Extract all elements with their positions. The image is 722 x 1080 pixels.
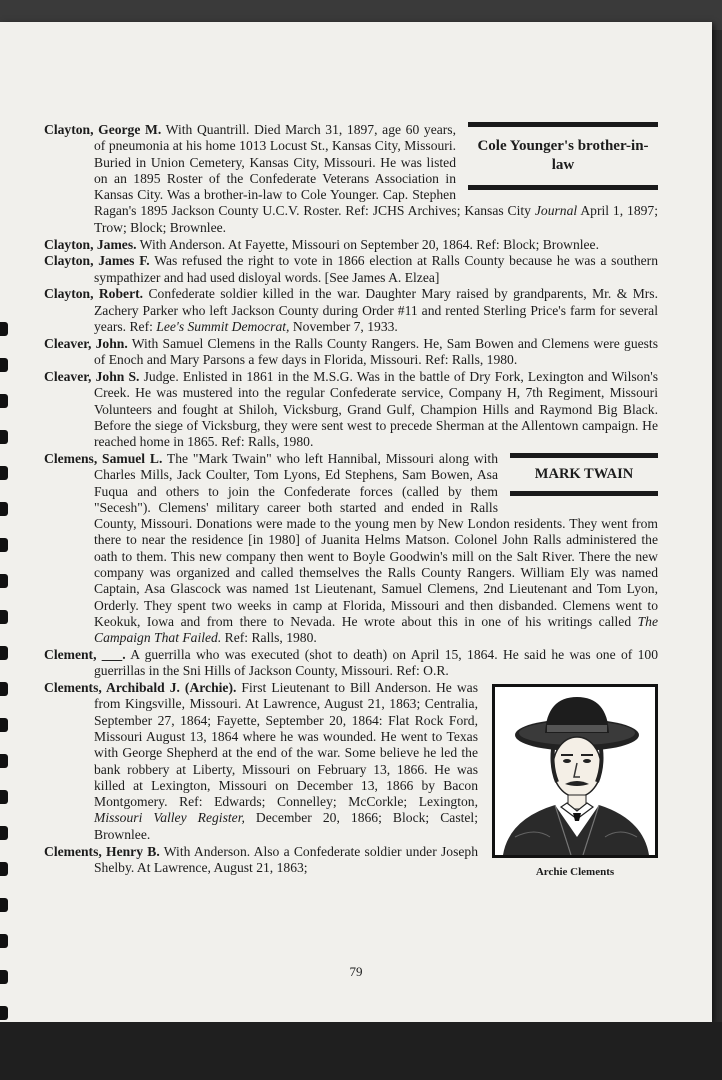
backdrop-bottom [0, 1022, 722, 1080]
entry-name: Clement, ___. [44, 647, 126, 662]
entry-name: Clayton, George M. [44, 122, 162, 137]
portrait-frame [492, 684, 658, 858]
entry-name: Clements, Archibald J. (Archie). [44, 680, 237, 696]
entry-text: A guerrilla who was executed (shot to death) on April 15, 1864. He said he was one of 100 guerrillas in the Sni Hills of Jackson County, Missouri. Ref: O.R. [94, 647, 658, 679]
page-number: 79 [349, 964, 363, 979]
entry-text: The "Mark Twain" who left Hannibal, Missouri along with Charles Mills, Jack Coulter, Tom Lyons, Ed Stephens, Sam Bowen, Asa Fuqua and others to join the Confederate forces (called by them "Secesh"). Clemens' military career both started and ended in Ralls County, Missouri. Donations were made to the young men by New London residents. They went from there to near the residence [in 1980] of Juanita Helms Matson. Colonel John Ralls administered the oath to them. This new company then went to Boyle Goodwin's mill on the Salt River. There the new company was organized and called themselves the Ralls County Rangers. William Ely was named Captain, Asa Glascock was named 1st Lieutenant, Samuel Clemens, 2nd Lieutenant and Tom Lyon, Orderly. They spent two weeks in camp at Florida, Missouri and then disbanded. Clemens went to Keokuk, Iowa and from there to Nevada. He wrote about this in one of his writings called [94, 450, 658, 629]
sidebar-cole-younger: Cole Younger's brother-in-law [468, 122, 658, 190]
entry-clayton-george [44, 122, 658, 236]
entry-italic: The Campaign That Failed. [94, 613, 658, 646]
entry-text-2: Ref: Ralls, 1980. [221, 630, 317, 646]
entry-name: Clayton, James. [44, 236, 137, 252]
binding-ring [0, 322, 8, 336]
entry-clayton-robert [44, 286, 658, 335]
entry-text: With Anderson. At Fayette, Missouri on September 20, 1864. Ref: Block; Brownlee. [139, 236, 599, 252]
entry-name: Clements, Henry B. [44, 843, 160, 859]
binding-ring [0, 646, 8, 660]
entry-text: Judge. Enlisted in 1861 in the M.S.G. Was in the battle of Dry Fork, Lexington and Wilson's Creek. He was mustered into the regular Confederate service, Company H, 7th Regiment, Missouri Volunteers and fought at Shiloh, Vicksburg, Grand Gulf, Champion Hills and Raymond Big Black. Before the siege of Vicksburg, they were sent west to precede Sherman at the Allentown campaign. He reached home in 1865. Ref: Ralls, 1980. [94, 368, 658, 450]
portrait-caption: Archie Clements [535, 866, 615, 879]
binding-ring [0, 790, 8, 804]
entry-name: Clayton, Robert. [44, 286, 144, 302]
entry-text: With Quantrill. Died March 31, 1897, age 60 years, of pneumonia at his home 1013 Locust St., Kansas City, Missouri. Buried in Union Cemetery, Kansas City, Missouri. He was listed on an 1895 Roster of the Confederate Veterans Association in Kansas City. Was a brother-in-law to Cole Younger. Cap. Stephen Ragan's 1895 Jackson County U.C.V. Roster. Ref: JCHS Archives; Kansas City [94, 122, 535, 219]
book-page [0, 22, 712, 1022]
entry-italic: Journal [534, 203, 578, 219]
binding-ring [0, 754, 8, 768]
entry-italic: Lee's Summit Democrat, [156, 319, 290, 335]
portrait-figure [492, 684, 658, 880]
entry-text-2: December 20, 1866; Block; Castel; Brownlee. [94, 810, 478, 842]
entry-italic: Missouri Valley Register, [94, 810, 245, 826]
binding-ring [0, 934, 8, 948]
binding-ring [0, 466, 8, 480]
entry-text-2: November 7, 1933. [289, 319, 398, 335]
binding-ring [0, 574, 8, 588]
binding-ring [0, 826, 8, 840]
sidebar-mark-twain: MARK TWAIN [510, 453, 658, 496]
binding-ring [0, 430, 8, 444]
binding-ring [0, 394, 8, 408]
entry-text: First Lieutenant to Bill Anderson. He was from Kingsville, Missouri. At Lawrence, August 21, 1863; Centralia, September 27, 1864; Fayette, September 20, 1864: Flat Rock Ford, Missouri August 13, 1864 where he was wounded. He went to Texas with George Shepherd at the end of the war. Some believe he led the bank robbery at Liberty, Missouri on February 13, 1866. He was killed at Lexington, Missouri on December 13, 1866 by Bacon Montgomery. Ref: Edwards; Connelley; McCorkle; Lexington, [94, 680, 478, 810]
entry-cleaver-john [44, 336, 658, 369]
binding-ring [0, 502, 8, 516]
entry-name: Cleaver, John. [44, 335, 128, 351]
binding-ring [0, 358, 8, 372]
entry-name: Clemens, Samuel L. [44, 450, 163, 466]
entry-text: With Anderson. Also a Confederate soldier under Joseph Shelby. At Lawrence, August 21, 1863; [94, 843, 478, 875]
entry-clement [44, 647, 658, 680]
entry-clemens-samuel [44, 451, 658, 647]
entry-cleaver-john-s [44, 369, 658, 450]
entry-text-2: April 1, 1897; Trow; Block; Brownlee. [94, 203, 658, 235]
entry-text: With Samuel Clemens in the Ralls County Rangers. He, Sam Bowen and Clemens were guests of Enoch and Mary Parsons a few days in Florida, Missouri. Ref: Ralls, 1980. [94, 335, 658, 368]
binding-ring [0, 862, 8, 876]
binding-ring [0, 718, 8, 732]
entry-clayton-james [44, 237, 658, 253]
portrait-sketch-icon [495, 687, 655, 855]
binding-ring [0, 538, 8, 552]
entry-clayton-james-f [44, 253, 658, 286]
entry-name: Clayton, James F. [44, 253, 150, 269]
binding-ring [0, 1006, 8, 1020]
entry-text: Confederate soldier killed in the war. Daughter Mary raised by grandparents, Mr. & Mrs. Zachery Parker who left Jackson County during Order #11 and rented Sterling Price's farm for several years. Ref: [94, 286, 658, 335]
binding-ring [0, 610, 8, 624]
binding-ring [0, 682, 8, 696]
entry-list [44, 122, 658, 884]
entry-text: Was refused the right to vote in 1866 election at Ralls County because he was a southern sympathizer and had used disloyal words. [See James A. Elzea] [94, 253, 659, 285]
spiral-binding [0, 22, 9, 1022]
binding-ring [0, 898, 8, 912]
entry-name: Cleaver, John S. [44, 368, 140, 384]
